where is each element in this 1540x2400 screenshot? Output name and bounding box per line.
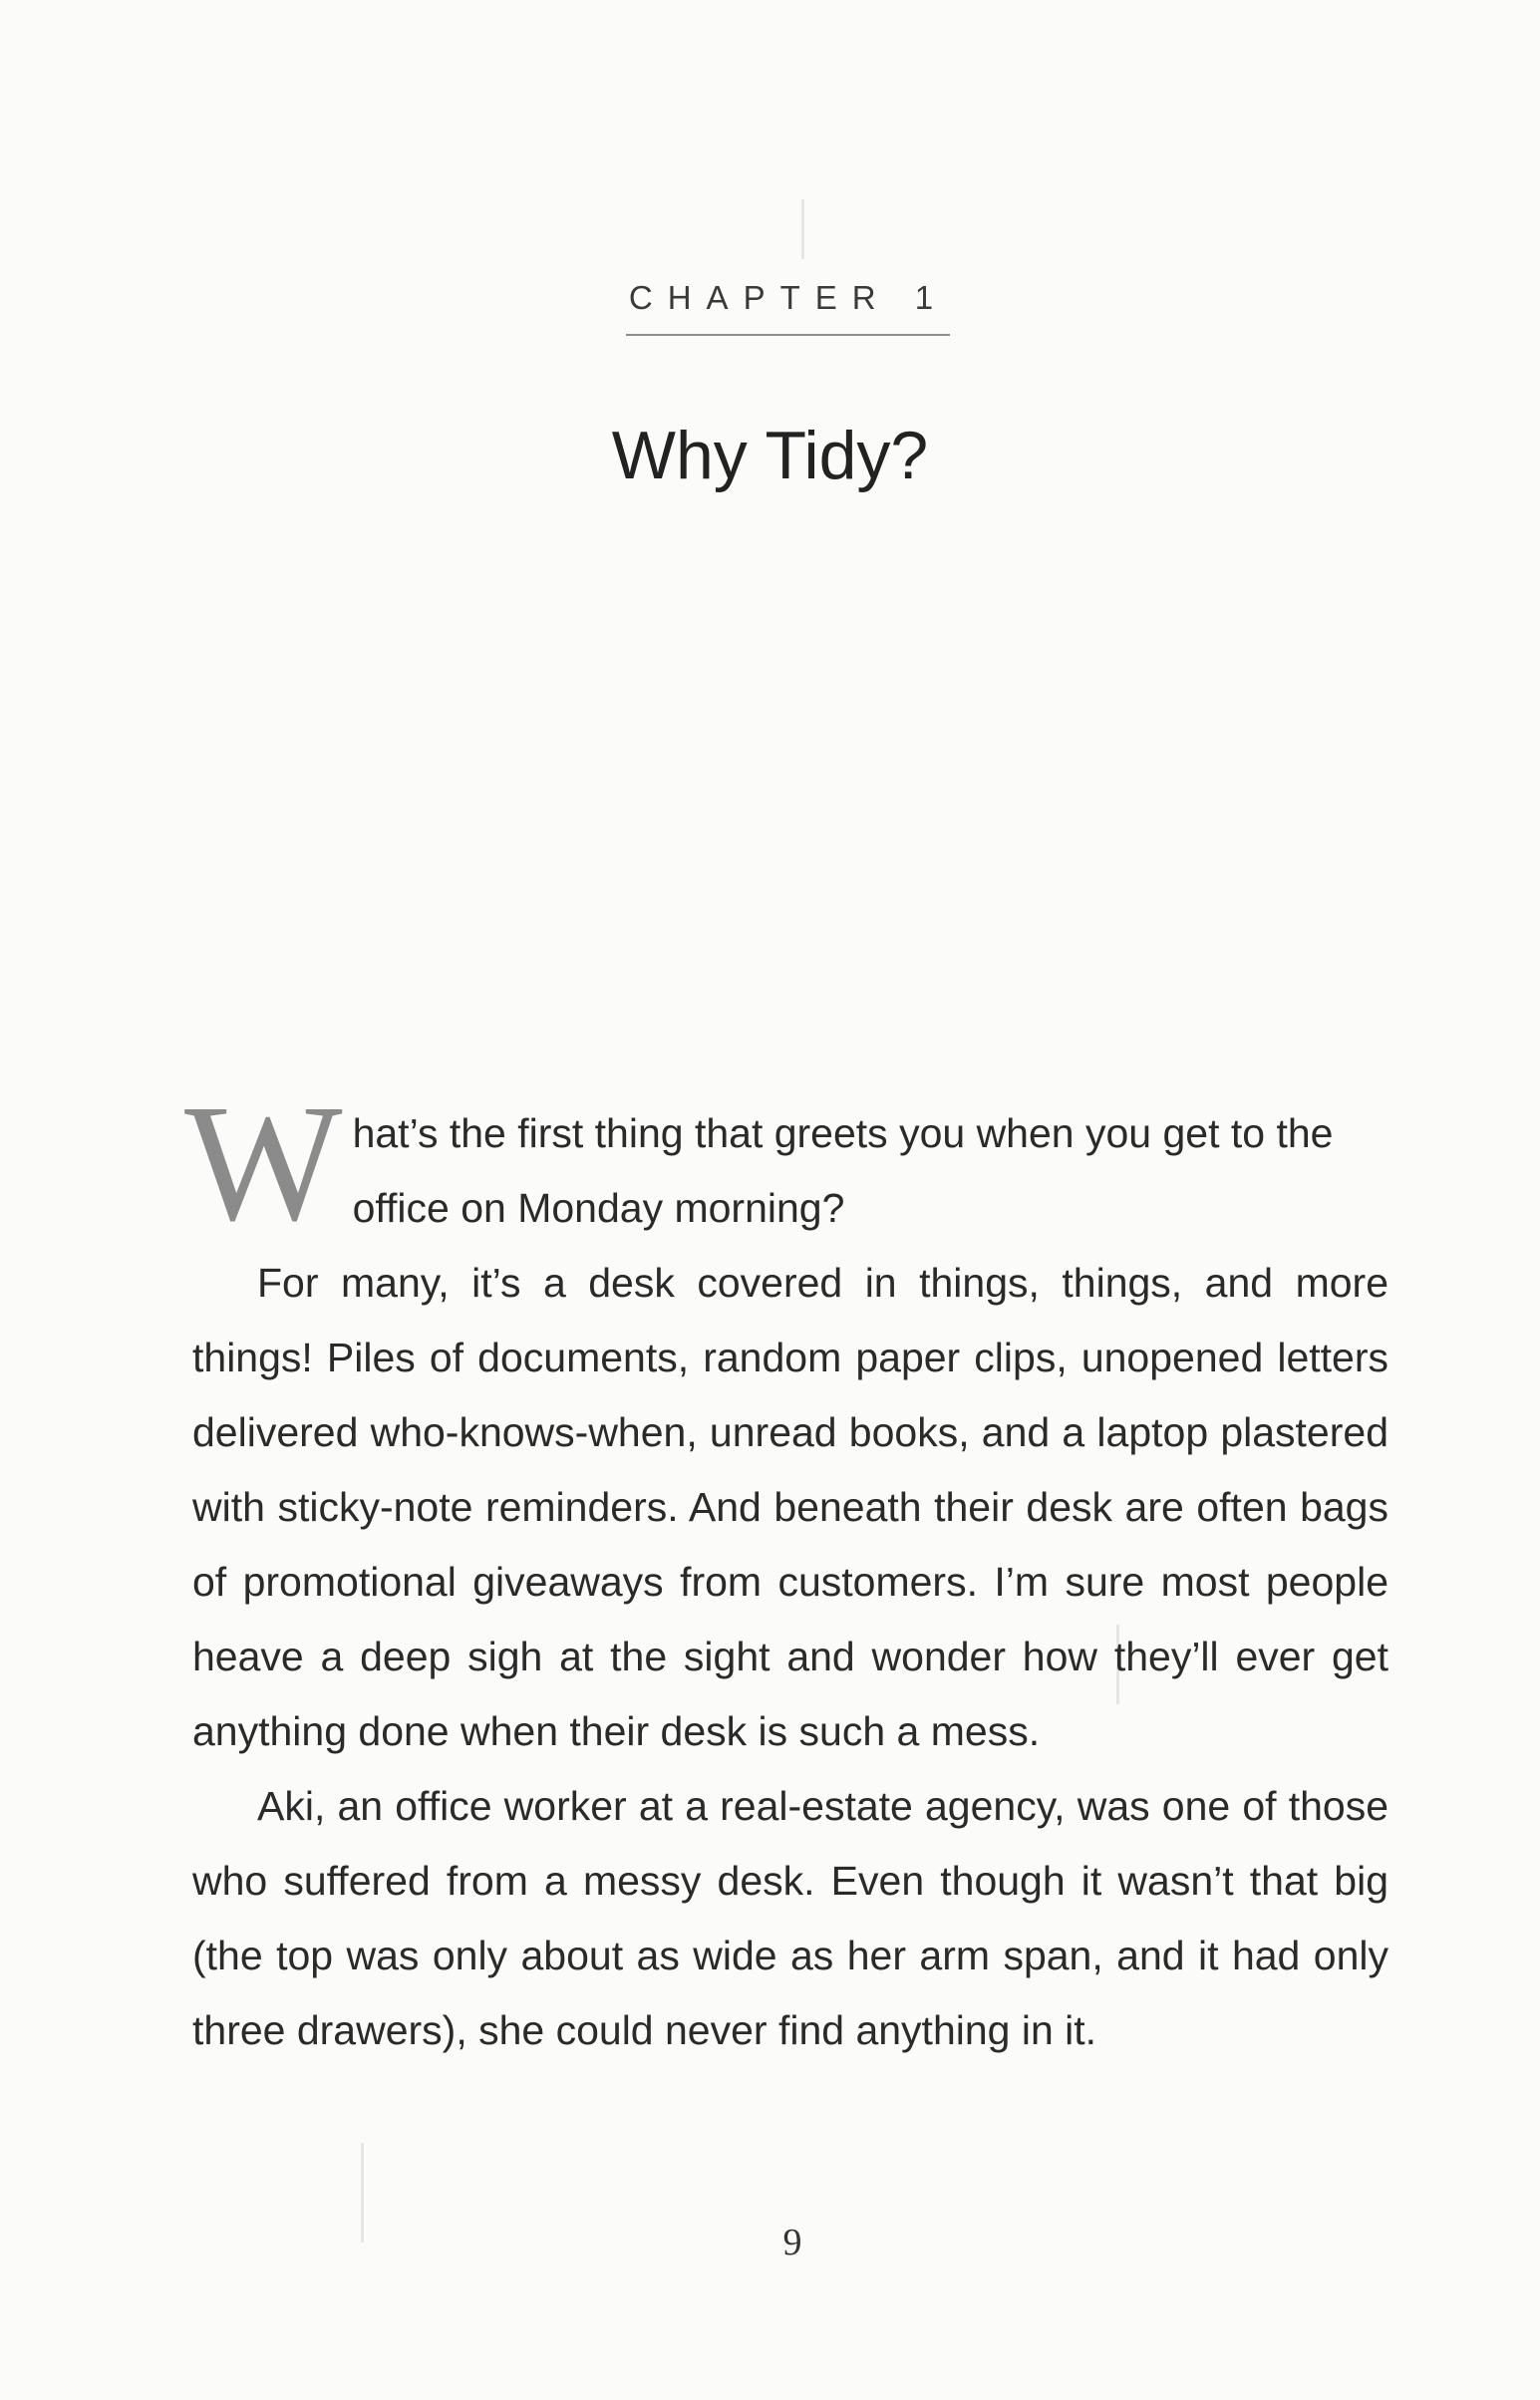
chapter-rule [626, 334, 950, 336]
chapter-body [184, 1070, 1388, 2068]
paragraph-1: For many, it’s a desk covered in things, things, and more things! Piles of documents, random paper clips, unopened letters delivered who-knows-when, unread books, and a laptop plastered with sticky-note reminders. And beneath their desk are often bags of promotional giveaways from customers. I’m sure most people heave a deep sigh at the sight and wonder how they’ll ever get anything done when their desk is such a mess. [192, 1260, 1388, 1754]
first-paragraph-text: hat’s the first thing that greets you when you get to the office on Monday morning? [352, 1110, 1334, 1231]
chapter-title: Why Tidy? [611, 418, 929, 493]
scan-speck [801, 199, 804, 259]
drop-cap: W [184, 1070, 343, 1256]
paragraph-2: Aki, an office worker at a real-estate agency, was one of those who suffered from a messy desk. Even though it wasn’t that big (the top was only about as wide as her arm span, and it had only three drawers), she could never find anything in it. [192, 1783, 1388, 2053]
chapter-label: CHAPTER 1 [628, 279, 949, 316]
first-paragraph [184, 1070, 1388, 1256]
page-number: 9 [782, 2222, 802, 2263]
